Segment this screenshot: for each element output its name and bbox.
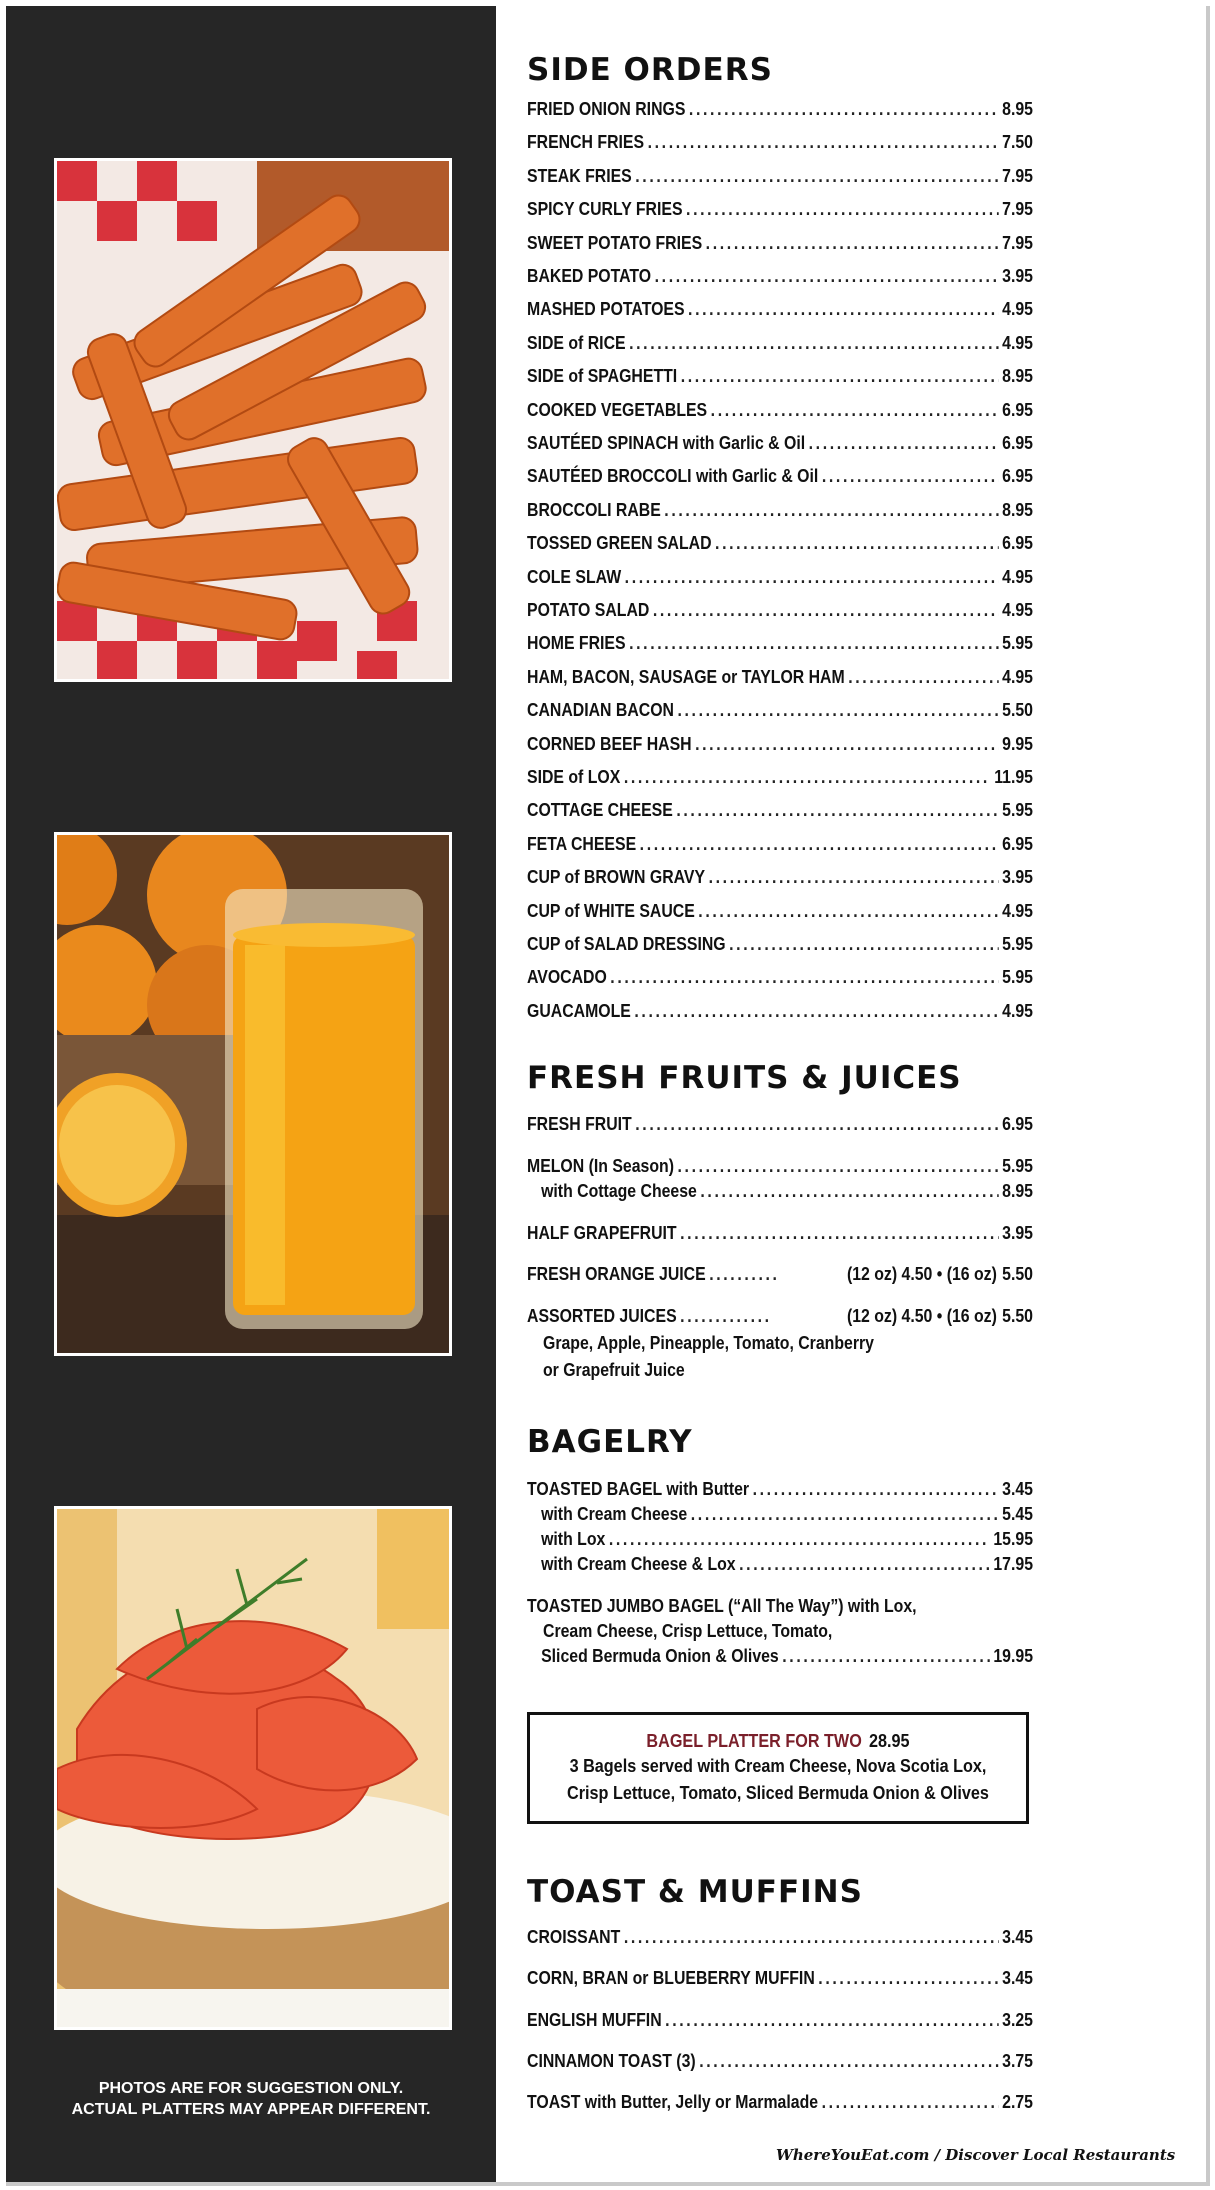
item-price: 9.95 <box>1002 733 1033 754</box>
item-name: MASHED POTATOES <box>527 299 685 320</box>
item-price: 11.95 <box>994 767 1033 787</box>
jumbo-bagel-line-2: Cream Cheese, Crisp Lettuce, Tomato, <box>543 1621 833 1641</box>
side-order-item <box>527 464 1033 488</box>
side-order-item <box>527 231 1033 255</box>
platter-price: 28.95 <box>869 1731 910 1751</box>
item-price: 5.95 <box>1002 800 1033 821</box>
bagelry-heading: BAGELRY <box>527 1424 693 1460</box>
side-order-item <box>527 798 1033 822</box>
toast-muffin-item <box>527 2090 1033 2114</box>
item-name: SPICY CURLY FRIES <box>527 199 683 220</box>
side-order-item <box>527 264 1033 288</box>
side-order-item <box>527 732 1033 756</box>
jumbo-bagel-line-1: TOASTED JUMBO BAGEL (“All The Way”) with Lox, <box>527 1596 917 1616</box>
item-price: 5.50 <box>1002 1264 1033 1284</box>
item-name: CROISSANT <box>527 1927 621 1947</box>
item-name: TOASTED BAGEL with Butter <box>527 1479 750 1499</box>
item-name: ENGLISH MUFFIN <box>527 2009 662 2030</box>
fruits-juices-heading: FRESH FRUITS & JUICES <box>527 1060 962 1096</box>
platter-description-2: Crisp Lettuce, Tomato, Sliced Bermuda Onion & Olives <box>567 1783 989 1803</box>
juice-description-1: Grape, Apple, Pineapple, Tomato, Cranberry <box>543 1333 874 1353</box>
side-order-item <box>527 197 1033 221</box>
item-price: 4.95 <box>1002 600 1033 620</box>
item-price: 4.95 <box>1002 900 1033 921</box>
item-price: 8.95 <box>1002 366 1033 387</box>
item-price: 6.95 <box>1002 533 1033 554</box>
menu-item-bagel-cream-cheese <box>527 1502 1033 1526</box>
item-price: 5.95 <box>1002 1156 1033 1176</box>
disclaimer-line-2: ACTUAL PLATTERS MAY APPEAR DIFFERENT. <box>71 2101 431 2118</box>
item-name: CUP of WHITE SAUCE <box>527 900 695 921</box>
menu-item-orange-juice <box>527 1262 1033 1286</box>
item-name: Sliced Bermuda Onion & Olives <box>541 1646 779 1666</box>
item-name: ASSORTED JUICES <box>527 1306 677 1326</box>
item-price: 4.95 <box>1002 566 1033 587</box>
side-order-item <box>527 899 1033 923</box>
item-price: 3.25 <box>1002 2009 1033 2030</box>
item-name: HAM, BACON, SAUSAGE or TAYLOR HAM <box>527 666 845 687</box>
sweet-potato-fries-image <box>57 161 449 679</box>
menu-item-bagel-cream-cheese-lox <box>527 1552 1033 1576</box>
item-name: BAKED POTATO <box>527 266 652 286</box>
juice-description-2: or Grapefruit Juice <box>543 1360 685 1380</box>
toast-muffin-item <box>527 2049 1033 2073</box>
item-name: FRIED ONION RINGS <box>527 99 686 119</box>
item-name: BROCCOLI RABE <box>527 499 661 520</box>
item-name: SIDE of LOX <box>527 767 621 787</box>
side-order-item <box>527 765 1033 789</box>
bagel-lox-image <box>57 1509 449 2027</box>
item-name: MELON (In Season) <box>527 1156 674 1176</box>
item-price: 17.95 <box>993 1554 1033 1574</box>
item-name: FRESH ORANGE JUICE <box>527 1264 706 1284</box>
platter-title: BAGEL PLATTER FOR TWO <box>646 1731 862 1751</box>
item-price: 7.95 <box>1002 199 1033 220</box>
item-name: TOAST with Butter, Jelly or Marmalade <box>527 2092 819 2113</box>
menu-item-bagel-lox <box>527 1527 1033 1551</box>
item-price: 8.95 <box>1002 1181 1033 1201</box>
menu-item-melon-cottage <box>527 1179 1033 1203</box>
disclaimer-line-1: PHOTOS ARE FOR SUGGESTION ONLY. <box>98 2080 404 2097</box>
orange-juice-photo <box>54 832 452 1356</box>
item-name: CORN, BRAN or BLUEBERRY MUFFIN <box>527 1968 815 1989</box>
item-price: 4.95 <box>1002 332 1033 353</box>
item-price: 3.75 <box>1002 2050 1033 2071</box>
side-orders-heading: SIDE ORDERS <box>527 52 773 88</box>
item-price: 7.95 <box>1002 165 1033 186</box>
side-order-item <box>527 965 1033 989</box>
item-price: 7.50 <box>1002 132 1033 153</box>
side-order-item <box>527 297 1033 321</box>
item-size-prices: (12 oz) 4.50 • (16 oz) <box>846 1264 997 1284</box>
menu-item-toasted-bagel <box>527 1477 1033 1501</box>
photo-panel <box>6 6 496 2182</box>
side-order-item <box>527 698 1033 722</box>
item-price: 6.95 <box>1002 466 1033 487</box>
menu-item-half-grapefruit <box>527 1221 1033 1245</box>
item-name: SAUTÉED SPINACH with Garlic & Oil <box>527 433 806 453</box>
item-price: 8.95 <box>1002 499 1033 520</box>
item-name: HALF GRAPEFRUIT <box>527 1223 677 1243</box>
item-price: 8.95 <box>1002 99 1033 119</box>
item-name: with Cream Cheese & Lox <box>541 1554 736 1574</box>
item-size-prices: (12 oz) 4.50 • (16 oz) <box>846 1306 997 1326</box>
item-price: 3.45 <box>1002 1927 1033 1947</box>
item-price: 5.50 <box>1002 1306 1033 1326</box>
item-price: 2.75 <box>1002 2092 1033 2113</box>
side-order-item <box>527 999 1033 1023</box>
item-price: 4.95 <box>1002 299 1033 320</box>
side-order-item <box>527 331 1033 355</box>
menu-item-melon <box>527 1154 1033 1178</box>
side-order-item <box>527 865 1033 889</box>
item-name: with Lox <box>541 1529 606 1549</box>
item-price: 5.95 <box>1002 633 1033 654</box>
item-name: FRENCH FRIES <box>527 132 645 153</box>
toast-muffin-item <box>527 1966 1033 1990</box>
item-price: 5.95 <box>1002 934 1033 954</box>
item-price: 6.95 <box>1002 399 1033 420</box>
item-name: COOKED VEGETABLES <box>527 399 708 420</box>
item-name: SIDE of RICE <box>527 332 626 353</box>
side-order-item <box>527 498 1033 522</box>
item-price: 4.95 <box>1002 1000 1033 1021</box>
item-price: 7.95 <box>1002 232 1033 253</box>
side-order-item <box>527 665 1033 689</box>
item-name: CUP of SALAD DRESSING <box>527 934 726 954</box>
item-name: POTATO SALAD <box>527 600 650 620</box>
toast-muffin-item <box>527 2008 1033 2032</box>
item-name: GUACAMOLE <box>527 1000 631 1021</box>
item-price: 3.95 <box>1002 266 1033 286</box>
item-name: with Cream Cheese <box>541 1504 688 1524</box>
menu-item-jumbo-bagel <box>527 1644 1033 1668</box>
item-name: FETA CHEESE <box>527 833 637 854</box>
side-order-item <box>527 130 1033 154</box>
menu-item-assorted-juices <box>527 1304 1033 1328</box>
side-order-item <box>527 398 1033 422</box>
side-order-item <box>527 97 1033 121</box>
item-name: COLE SLAW <box>527 566 622 587</box>
item-name: SAUTÉED BROCCOLI with Garlic & Oil <box>527 466 819 487</box>
toast-muffins-heading: TOAST & MUFFINS <box>527 1874 863 1910</box>
item-name: TOSSED GREEN SALAD <box>527 533 712 554</box>
item-price: 15.95 <box>993 1529 1033 1549</box>
item-price: 3.45 <box>1002 1479 1033 1499</box>
item-name: AVOCADO <box>527 967 607 988</box>
platter-description-1: 3 Bagels served with Cream Cheese, Nova Scotia Lox, <box>569 1756 987 1776</box>
item-name: CINNAMON TOAST (3) <box>527 2050 696 2071</box>
item-price: 6.95 <box>1002 833 1033 854</box>
bagel-lox-photo <box>54 1506 452 2030</box>
side-order-item <box>527 631 1033 655</box>
item-name: HOME FRIES <box>527 633 626 654</box>
side-order-item <box>527 431 1033 455</box>
item-name: CORNED BEEF HASH <box>527 733 692 754</box>
side-order-item <box>527 531 1033 555</box>
item-name: FRESH FRUIT <box>527 1114 632 1134</box>
item-name: SIDE of SPAGHETTI <box>527 366 678 387</box>
side-order-item <box>527 598 1033 622</box>
photo-disclaimer <box>6 2078 496 2120</box>
item-name: SWEET POTATO FRIES <box>527 232 703 253</box>
item-price: 19.95 <box>993 1646 1033 1666</box>
toast-muffin-item <box>527 1925 1033 1949</box>
side-order-item <box>527 565 1033 589</box>
item-price: 5.50 <box>1002 700 1033 721</box>
item-price: 3.95 <box>1002 867 1033 888</box>
item-name: COTTAGE CHEESE <box>527 800 673 821</box>
side-order-item <box>527 832 1033 856</box>
sweet-potato-fries-photo <box>54 158 452 682</box>
side-order-item <box>527 164 1033 188</box>
item-name: CUP of BROWN GRAVY <box>527 867 706 888</box>
item-price: 3.95 <box>1002 1223 1033 1243</box>
item-price: 3.45 <box>1002 1968 1033 1989</box>
item-price: 4.95 <box>1002 666 1033 687</box>
item-name: STEAK FRIES <box>527 165 632 186</box>
site-footer: WhereYouEat.com / Discover Local Restaurants <box>776 2146 1176 2164</box>
item-name: with Cottage Cheese <box>541 1181 697 1201</box>
item-price: 6.95 <box>1002 433 1033 453</box>
item-price: 5.45 <box>1002 1504 1033 1524</box>
side-order-item <box>527 364 1033 388</box>
side-order-item <box>527 932 1033 956</box>
item-name: CANADIAN BACON <box>527 700 674 721</box>
menu-item-fresh-fruit <box>527 1112 1033 1136</box>
orange-juice-image <box>57 835 449 1353</box>
item-price: 5.95 <box>1002 967 1033 988</box>
item-price: 6.95 <box>1002 1114 1033 1134</box>
bagel-platter-box <box>527 1712 1029 1824</box>
